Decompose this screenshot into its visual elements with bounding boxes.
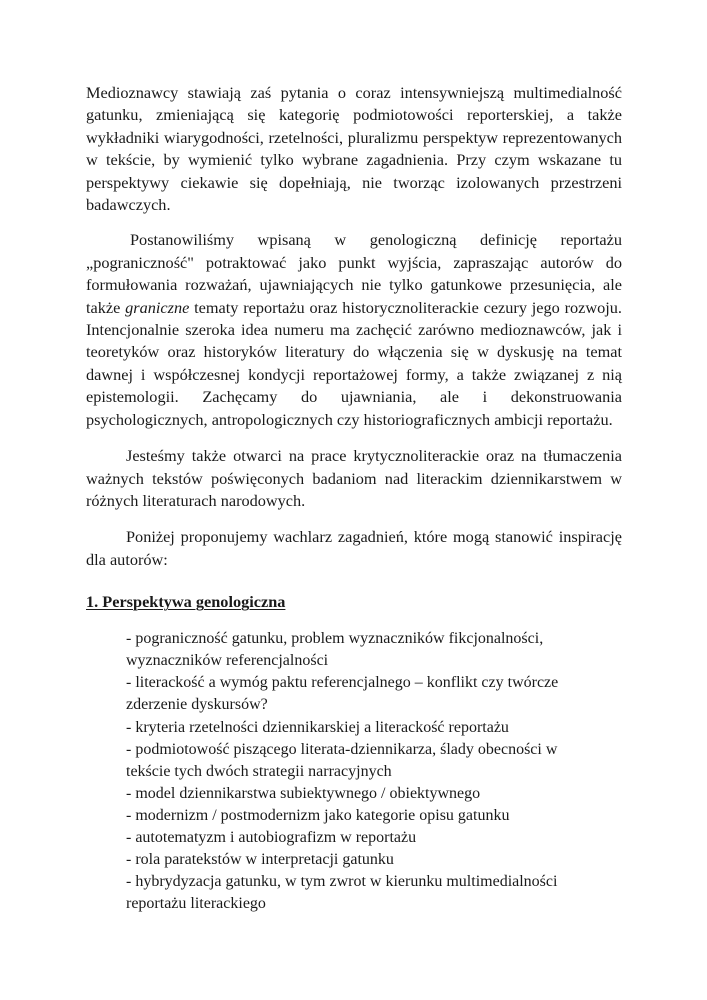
paragraph-pogranicznosc-part2: tematy reportażu oraz historycznoliterackie cezury jego rozwoju. Intencjonalnie szeroka idea numeru ma zachęcić zarówno medioznawców, jak i teoretyków oraz historyków literatury do włączenia się w dyskusję na temat dawnej i współczesnej kondycji reportażowej formy, a także związanej z nią epistemologii. Zachęcamy do ujawniania, ale i dekonstruowania psychologicznych, antropologicznych czy historiograficznych ambicji reportażu. (86, 297, 623, 429)
list-item: - literackość a wymóg paktu referencjalnego – konflikt czy twórcze zderzenie dyskursów? (126, 674, 559, 714)
list-item: - hybrydyzacja gatunku, w tym zwrot w kierunku multimedialności reportażu literackiego (126, 873, 558, 913)
paragraph-pogranicznosc (86, 229, 622, 431)
document-page (86, 82, 622, 915)
topic-list (86, 628, 596, 915)
list-item: - podmiotowość piszącego literata-dziennikarza, ślady obecności w tekście tych dwóch strategii narracyjnych (126, 740, 558, 780)
italic-word-graniczne: graniczne (125, 297, 190, 317)
paragraph-pogranicznosc-part1: Postanowiliśmy wpisaną w genologiczną definicję reportażu „pograniczność" potraktować jako punkt wyjścia, zapraszając autorów do formułowania rozważań, ujawniających nie tylko gatunkowe przesunięcia, ale także (86, 230, 622, 317)
paragraph-topics-intro: Poniżej proponujemy wachlarz zagadnień, które mogą stanowić inspirację dla autorów: (86, 527, 622, 569)
list-item: - pograniczność gatunku, problem wyznaczników fikcjonalności, wyznaczników referencjalności (126, 630, 544, 670)
list-item: - model dziennikarstwa subiektywnego / obiektywnego (126, 784, 481, 802)
list-item: - kryteria rzetelności dziennikarskiej a literackość reportażu (126, 718, 509, 736)
section-heading: 1. Perspektywa genologiczna (86, 592, 286, 612)
list-item: - rola paratekstów w interpretacji gatunku (126, 851, 394, 869)
paragraph-multimedia: Medioznawcy stawiają zaś pytania o coraz intensywniejszą multimedialność gatunku, zmieniającą się kategorię podmiotowości reporterskiej, a także wykładniki wiarygodności, rzetelności, pluralizmu perspektyw reprezentowanych w tekście, by wymienić tylko wybrane zagadnienia. Przy czym wskazane tu perspektywy ciekawie się dopełniają, nie tworząc izolowanych przestrzeni badawczych. (86, 83, 622, 215)
list-item: - modernizm / postmodernizm jako kategorie opisu gatunku (126, 806, 510, 824)
list-item: - autotematyzm i autobiografizm w reportażu (126, 828, 417, 846)
paragraph-translations: Jesteśmy także otwarci na prace krytycznoliterackie oraz na tłumaczenia ważnych tekstów poświęconych badaniom nad literackim dziennikarstwem w różnych literaturach narodowych. (86, 446, 622, 510)
